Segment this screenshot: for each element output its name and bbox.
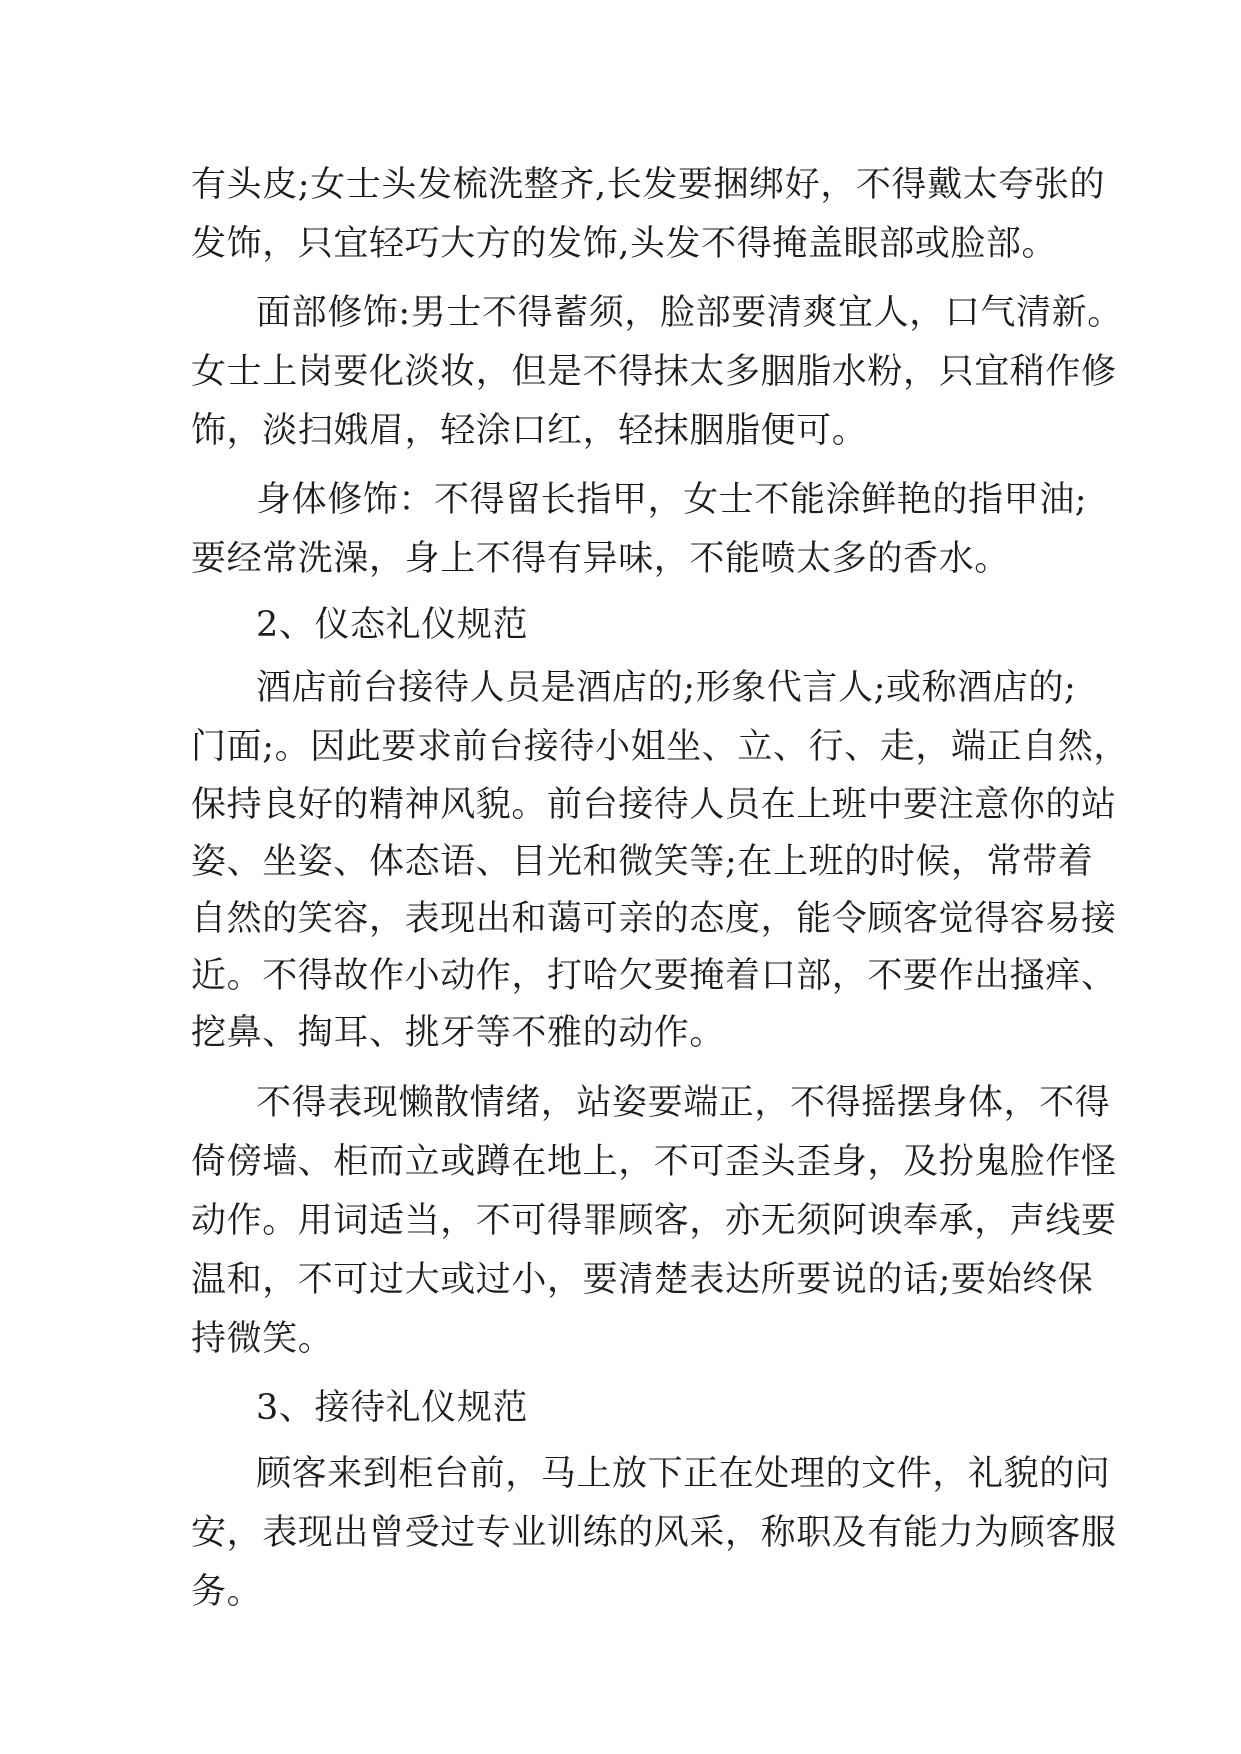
text-line: 挖鼻、掏耳、挑牙等不雅的动作。 <box>191 1013 726 1053</box>
text-line: 发饰，只宜轻巧大方的发饰,头发不得掩盖眼部或脸部。 <box>191 224 1058 264</box>
text-line: 饰，淡扫娥眉，轻涂口红，轻抹胭脂便可。 <box>191 411 868 451</box>
text-line: 务。 <box>191 1572 263 1612</box>
text-line: 姿、坐姿、体态语、目光和微笑等;在上班的时候，常带着 <box>191 842 1094 882</box>
text-line: 安，表现出曾受过专业训练的风采，称职及有能力为顾客服 <box>191 1513 1117 1553</box>
text-line: 自然的笑容，表现出和蔼可亲的态度，能令顾客觉得容易接 <box>191 899 1117 939</box>
text-line: 不得表现懒散情绪，站姿要端正，不得摇摆身体，不得 <box>256 1083 1111 1123</box>
text-line: 温和，不可过大或过小，要清楚表达所要说的话;要始终保 <box>191 1260 1094 1300</box>
text-line: 面部修饰:男士不得蓄须，脸部要清爽宜人，口气清新。 <box>256 293 1123 333</box>
text-line: 倚傍墙、柜而立或蹲在地上，不可歪头歪身，及扮鬼脸作怪 <box>191 1142 1117 1182</box>
text-line: 酒店前台接待人员是酒店的;形象代言人;或称酒店的; <box>256 668 1077 708</box>
text-line: 门面;。因此要求前台接待小姐坐、立、行、走，端正自然， <box>191 727 1129 767</box>
text-line: 有头皮;女士头发梳洗整齐,长发要捆绑好，不得戴太夸张的 <box>191 165 1106 205</box>
text-line: 近。不得故作小动作，打哈欠要掩着口部，不要作出搔痒、 <box>191 956 1117 996</box>
text-line: 女士上岗要化淡妆，但是不得抹太多胭脂水粉，只宜稍作修 <box>191 352 1117 392</box>
text-line: 动作。用词适当，不可得罪顾客，亦无须阿谀奉承，声线要 <box>191 1201 1117 1241</box>
text-line: 要经常洗澡，身上不得有异味，不能喷太多的香水。 <box>191 539 1010 579</box>
text-line: 保持良好的精神风貌。前台接待人员在上班中要注意你的站 <box>191 785 1117 825</box>
text-line: 身体修饰：不得留长指甲，女士不能涂鲜艳的指甲油; <box>256 480 1088 520</box>
section-heading: 3、接待礼仪规范 <box>256 1388 529 1428</box>
text-line: 持微笑。 <box>191 1319 334 1359</box>
text-line: 顾客来到柜台前，马上放下正在处理的文件，礼貌的问 <box>256 1454 1111 1494</box>
section-heading: 2、仪态礼仪规范 <box>256 605 529 645</box>
